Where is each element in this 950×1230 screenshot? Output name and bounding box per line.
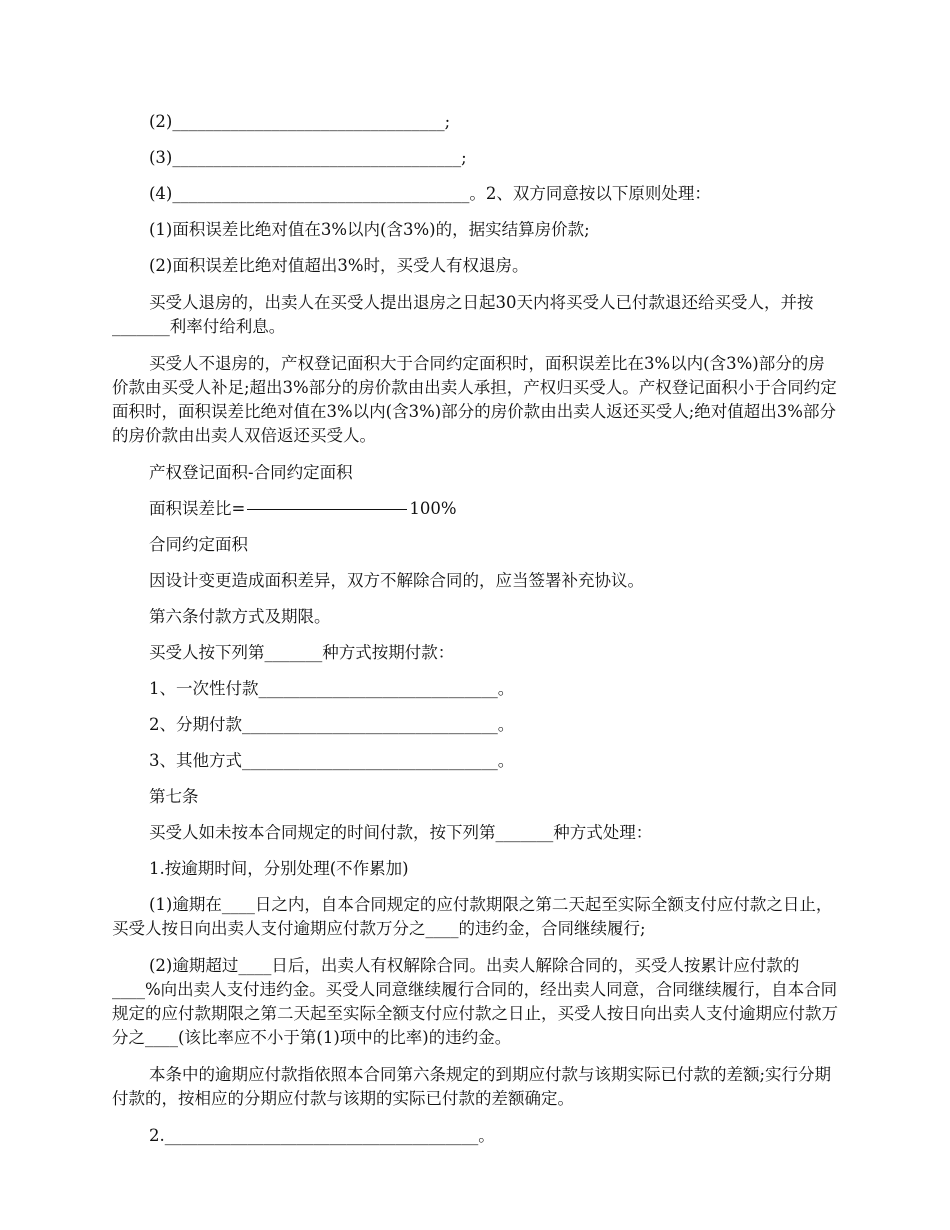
article7-title: 第七条: [149, 787, 199, 806]
list-item: (2)面积误差比绝对值超出3%时，买受人有权退房。: [149, 256, 529, 275]
article7-intro: 买受人如未按本合同规定的时间付款，按下列第_______种方式处理：: [149, 823, 653, 842]
article7-sub2: (2)逾期超过____日后，出卖人有权解除合同。出卖人解除合同的，买受人按累计应付款的____%向出卖人支付违约金。买受人同意继续履行合同的，经出卖人同意，合同继续履行，自本合同规定的应付款期限之第二天起至实际全额支付应付款之日止，买受人按日向出卖人支付逾期应付款万分之____(该比率应不小于第(1)项中的比率)的违约金。: [112, 956, 838, 1047]
list-item: (2)_________________________________;: [149, 112, 451, 131]
formula-rhs: 100%: [409, 499, 457, 518]
fraction-bar: [247, 509, 407, 510]
paragraph-overdue-definition: 本条中的逾期应付款指依照本合同第六条规定的到期应付款与该期实际已付款的差额;实行分期付款的，按相应的分期应付款与该期的实际已付款的差额确定。: [112, 1065, 832, 1108]
article7-item2: 2.______________________________________。: [149, 1126, 495, 1145]
list-item: (3)___________________________________;: [149, 148, 467, 167]
article7-sub1: (1)逾期在____日之内，自本合同规定的应付款期限之第二天起至实际全额支付应付款之日止，买受人按日向出卖人支付逾期应付款万分之____的违约金，合同继续履行;: [112, 895, 833, 938]
payment-option: 1、一次性付款_____________________________。: [149, 679, 515, 698]
article7-item1: 1.按逾期时间，分别处理(不作累加): [149, 859, 409, 878]
payment-option: 2、分期付款_______________________________。: [149, 715, 515, 734]
formula-denominator: 合同约定面积: [149, 535, 248, 554]
paragraph-design-change: 因设计变更造成面积差异，双方不解除合同的，应当签署补充协议。: [149, 571, 644, 590]
article6-intro: 买受人按下列第_______种方式按期付款：: [149, 643, 455, 662]
paragraph-refund: 买受人退房的，出卖人在买受人提出退房之日起30天内将买受人已付款退还给买受人，并按_______利率付给利息。: [112, 293, 814, 336]
list-item: (1)面积误差比绝对值在3%以内(含3%)的，据实结算房价款;: [149, 220, 590, 239]
paragraph-no-refund: 买受人不退房的，产权登记面积大于合同约定面积时，面积误差比在3%以内(含3%)部分的房价款由买受人补足;超出3%部分的房价款由出卖人承担，产权归买受人。产权登记面积小于合同约定面积时，面积误差比绝对值在3%以内(含3%)部分的房价款由出卖人返还买受人;绝对值超出3%部分的房价款由出卖人双倍返还买受人。: [112, 354, 837, 445]
payment-option: 3、其他方式_______________________________。: [149, 751, 515, 770]
formula-line: [112, 497, 838, 521]
formula-lhs: 面积误差比=: [149, 499, 246, 518]
article6-title: 第六条付款方式及期限。: [149, 607, 331, 626]
list-item: (4)____________________________________。2、双方同意按以下原则处理：: [149, 184, 711, 203]
formula-numerator: 产权登记面积-合同约定面积: [149, 463, 353, 482]
